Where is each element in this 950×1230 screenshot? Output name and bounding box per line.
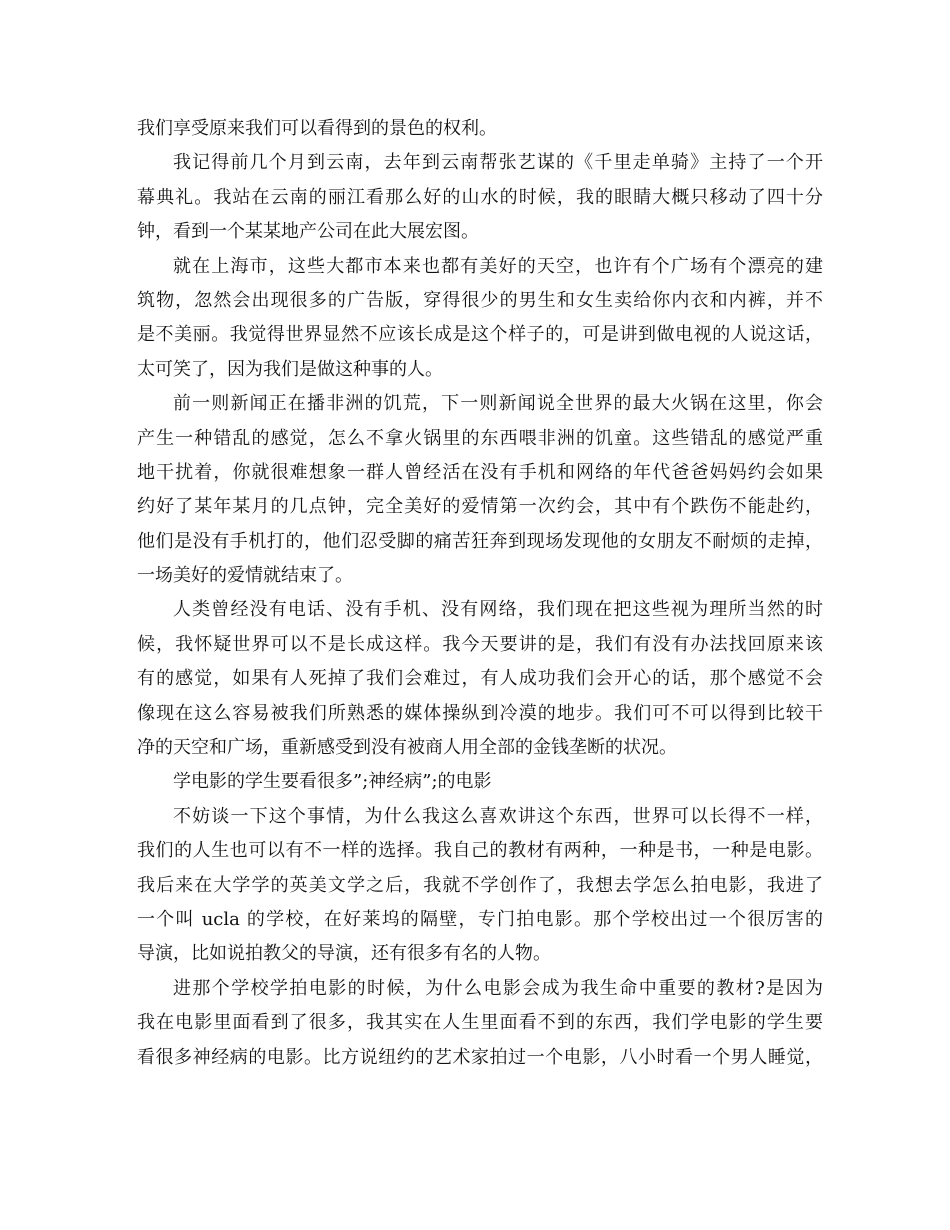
text-line: 幕典礼。我站在云南的丽江看那么好的山水的时候，我的眼睛大概只移动了四十分 xyxy=(137,186,823,208)
text-line: 钟，看到一个某某地产公司在此大展宏图。 xyxy=(137,221,479,243)
text-line: 像现在这么容易被我们所熟悉的媒体操纵到冷漠的地步。我们可不可以得到比较干 xyxy=(137,702,823,724)
text-line: 太可笑了，因为我们是做这种事的人。 xyxy=(137,358,443,380)
text-line: 约好了某年某月的几点钟，完全美好的爱情第一次约会，其中有个跌伤不能赴约， xyxy=(137,496,823,518)
text-line: 候，我怀疑世界可以不是长成这样。我今天要讲的是，我们有没有办法找回原来该 xyxy=(137,633,823,655)
text-line: 我们享受原来我们可以看得到的景色的权利。 xyxy=(137,118,497,139)
text-line: 前一则新闻正在播非洲的饥荒，下一则新闻说全世界的最大火锅在这里，你会 xyxy=(173,393,823,415)
text-line: 看很多神经病的电影。比方说纽约的艺术家拍过一个电影，八小时看一个男人睡觉， xyxy=(137,1046,823,1068)
text-line: 就在上海市，这些大都市本来也都有美好的天空，也许有个广场有个漂亮的建 xyxy=(173,255,823,277)
text-line: 是不美丽。我觉得世界显然不应该长成是这个样子的，可是讲到做电视的人说这话， xyxy=(137,324,823,346)
text-line: 净的天空和广场，重新感受到没有被商人用全部的金钱垄断的状况。 xyxy=(137,737,677,759)
text-line: 筑物，忽然会出现很多的广告版，穿得很少的男生和女生卖给你内衣和内裤，并不 xyxy=(137,289,823,311)
text-line: 我记得前几个月到云南，去年到云南帮张艺谋的《千里走单骑》主持了一个开 xyxy=(173,152,823,174)
text-line: 一个叫 ucla 的学校，在好莱坞的隔壁，专门拍电影。那个学校出过一个很厉害的 xyxy=(137,908,823,930)
text-line: 一场美好的爱情就结束了。 xyxy=(137,565,353,587)
text-line: 我们的人生也可以有不一样的选择。我自己的教材有两种，一种是书，一种是电影。 xyxy=(137,840,823,862)
text-line: 有的感觉，如果有人死掉了我们会难过，有人成功我们会开心的话，那个感觉不会 xyxy=(137,668,823,690)
text-line: 我在电影里面看到了很多，我其实在人生里面看不到的东西，我们学电影的学生要 xyxy=(137,1012,823,1034)
text-line: 导演，比如说拍教父的导演，还有很多有名的人物。 xyxy=(137,943,551,965)
text-line: 不妨谈一下这个事情，为什么我这么喜欢讲这个东西，世界可以长得不一样， xyxy=(173,805,823,827)
text-line: 产生一种错乱的感觉，怎么不拿火锅里的东西喂非洲的饥童。这些错乱的感觉严重 xyxy=(137,427,823,449)
text-line: 我后来在大学学的英美文学之后，我就不学创作了，我想去学怎么拍电影，我进了 xyxy=(137,874,823,896)
text-line: 地干扰着，你就很难想象一群人曾经活在没有手机和网络的年代爸爸妈妈约会如果 xyxy=(137,461,823,483)
text-line: 进那个学校学拍电影的时候，为什么电影会成为我生命中重要的教材?是因为 xyxy=(173,977,823,999)
document-body xyxy=(137,112,823,1075)
section-heading: 学电影的学生要看很多”;神经病”;的电影 xyxy=(173,771,492,793)
text-line: 人类曾经没有电话、没有手机、没有网络，我们现在把这些视为理所当然的时 xyxy=(173,599,823,621)
text-line: 他们是没有手机打的，他们忍受脚的痛苦狂奔到现场发现他的女朋友不耐烦的走掉， xyxy=(137,530,823,552)
